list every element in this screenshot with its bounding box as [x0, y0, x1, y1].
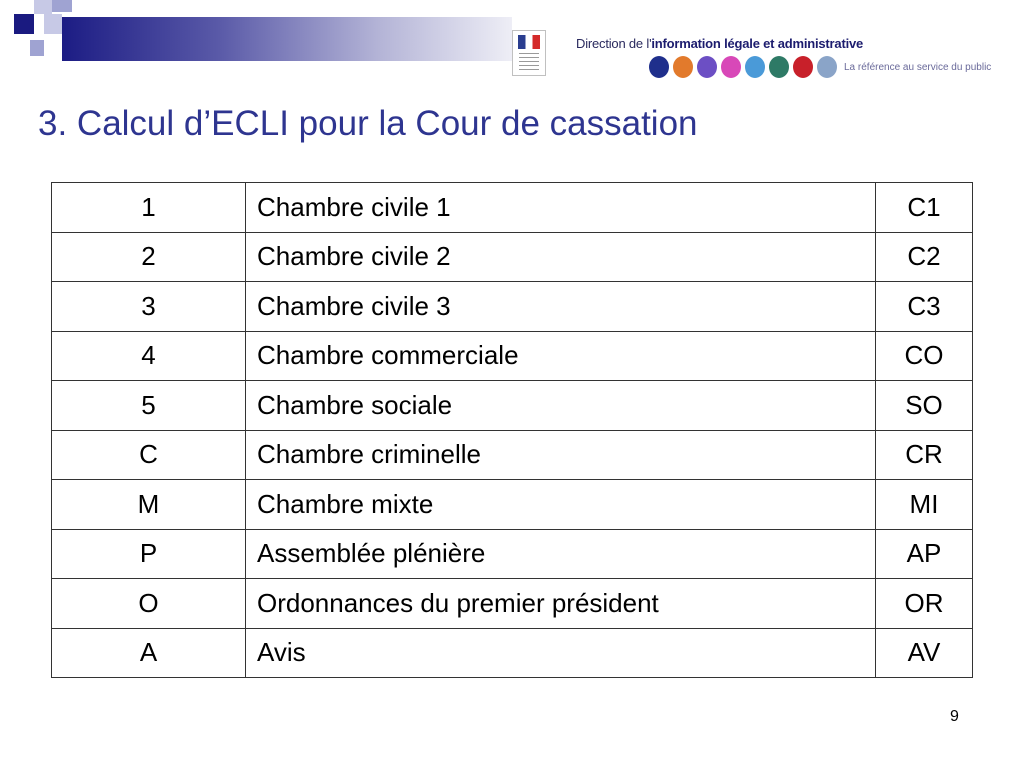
row-name-cell: Chambre civile 1 — [246, 183, 876, 233]
row-abbr-cell: C1 — [876, 183, 973, 233]
logo-tagline: La référence au service du public — [844, 62, 992, 73]
row-abbr-cell: AV — [876, 628, 973, 678]
row-abbr-cell: AP — [876, 529, 973, 579]
row-name-cell: Chambre criminelle — [246, 430, 876, 480]
row-code-cell: 5 — [52, 381, 246, 431]
table-row — [52, 331, 973, 381]
row-name-cell: Chambre commerciale — [246, 331, 876, 381]
row-name-cell: Chambre mixte — [246, 480, 876, 530]
row-code-cell: P — [52, 529, 246, 579]
ecli-table — [51, 182, 973, 678]
table-row — [52, 282, 973, 332]
logo-dot — [697, 56, 717, 78]
logo-dot — [745, 56, 765, 78]
logo-dot — [649, 56, 669, 78]
table-row — [52, 529, 973, 579]
row-abbr-cell: C2 — [876, 232, 973, 282]
french-flag-icon — [518, 35, 540, 49]
table-row — [52, 628, 973, 678]
table-row — [52, 579, 973, 629]
row-abbr-cell: OR — [876, 579, 973, 629]
page-number: 9 — [950, 708, 959, 725]
header-gradient-bar — [62, 17, 512, 61]
republic-emblem-icon — [512, 30, 546, 76]
row-code-cell: O — [52, 579, 246, 629]
row-code-cell: 3 — [52, 282, 246, 332]
decor-square — [14, 14, 34, 34]
row-code-cell: 2 — [52, 232, 246, 282]
table-row — [52, 183, 973, 233]
decor-square — [52, 0, 72, 12]
logo-dot — [769, 56, 789, 78]
row-code-cell: 4 — [52, 331, 246, 381]
row-name-cell: Chambre civile 2 — [246, 232, 876, 282]
logo-dot — [721, 56, 741, 78]
row-abbr-cell: CO — [876, 331, 973, 381]
decor-square — [34, 0, 52, 14]
row-code-cell: A — [52, 628, 246, 678]
table-row — [52, 480, 973, 530]
row-abbr-cell: MI — [876, 480, 973, 530]
row-abbr-cell: SO — [876, 381, 973, 431]
table-row — [52, 381, 973, 431]
table-row — [52, 430, 973, 480]
decor-square — [44, 14, 62, 34]
logo-dot — [673, 56, 693, 78]
logo-text: Direction de l'information légale et administrative — [576, 36, 864, 51]
row-name-cell: Assemblée plénière — [246, 529, 876, 579]
row-code-cell: M — [52, 480, 246, 530]
row-abbr-cell: C3 — [876, 282, 973, 332]
row-abbr-cell: CR — [876, 430, 973, 480]
row-name-cell: Avis — [246, 628, 876, 678]
row-name-cell: Ordonnances du premier président — [246, 579, 876, 629]
row-code-cell: C — [52, 430, 246, 480]
slide-title: 3. Calcul d’ECLI pour la Cour de cassation — [38, 104, 698, 143]
decor-square — [30, 40, 44, 56]
dila-logo — [508, 24, 992, 84]
row-code-cell: 1 — [52, 183, 246, 233]
row-name-cell: Chambre civile 3 — [246, 282, 876, 332]
logo-dot — [817, 56, 837, 78]
table-row — [52, 232, 973, 282]
logo-dot — [793, 56, 813, 78]
row-name-cell: Chambre sociale — [246, 381, 876, 431]
